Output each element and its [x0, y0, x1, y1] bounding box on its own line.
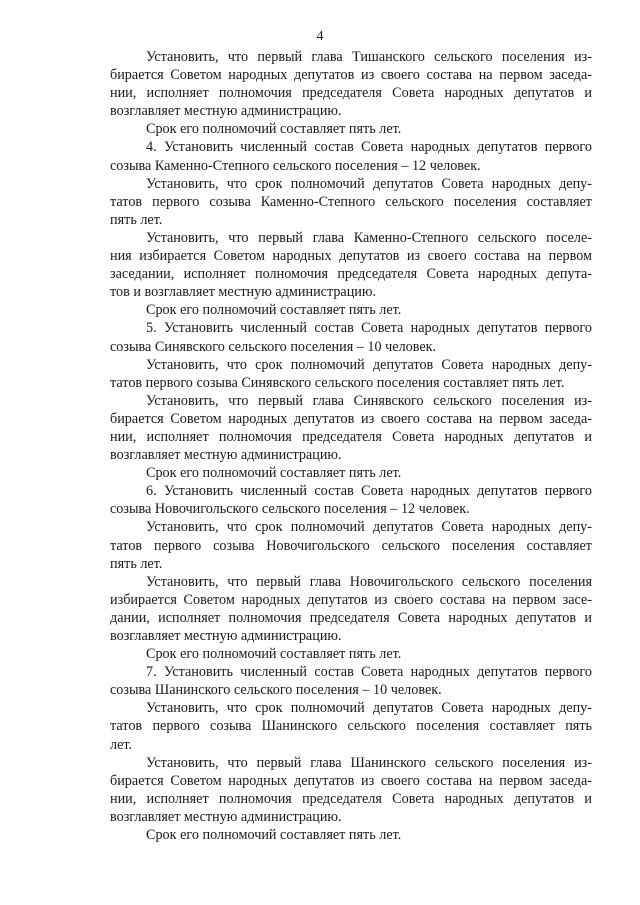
paragraph: [110, 229, 592, 301]
paragraph: [110, 699, 592, 753]
text-line: лет.: [110, 736, 133, 753]
text-line: Срок его полномочий составляет пять лет.: [146, 465, 402, 482]
text-line: Срок его полномочий составляет пять лет.: [146, 827, 402, 844]
text-line: Установить, что первый глава Синявского сельского поселения из-: [146, 392, 592, 409]
text-line: татов первого созыва Каменно-Степного сельского поселения составляет: [110, 193, 592, 210]
text-line: Установить, что срок полномочий депутатов Совета народных депу-: [146, 700, 592, 717]
paragraph: [110, 120, 592, 138]
text-line: тов и возглавляет местную администрацию.: [110, 284, 377, 301]
paragraph: [110, 518, 592, 572]
text-line: бирается Советом народных депутатов из своего состава на первом заседа-: [110, 772, 592, 789]
text-line: Установить, что первый глава Новочигольского сельского поселения: [146, 573, 592, 590]
text-line: возглавляет местную администрацию.: [110, 447, 342, 464]
paragraph: [110, 826, 592, 844]
text-line: нии, исполняет полномочия председателя Совета народных депутатов и: [110, 790, 592, 807]
text-line: возглавляет местную администрацию.: [110, 628, 342, 644]
text-line: избирается Советом народных депутатов из своего состава на первом засе-: [110, 591, 592, 608]
paragraph: [110, 482, 592, 518]
text-line: пять лет.: [110, 211, 163, 228]
text-line: пять лет.: [110, 555, 163, 572]
text-line: Установить, что срок полномочий депутатов Совета народных депу-: [146, 519, 592, 536]
paragraph: [110, 319, 592, 355]
paragraph: [110, 663, 592, 699]
paragraph: [110, 754, 592, 826]
text-line: созыва Шанинского сельского поселения – 10 человек.: [110, 682, 442, 699]
text-line: нии, исполняет полномочия председателя Совета народных депутатов и: [110, 85, 592, 102]
text-line: ния избирается Советом народных депутатов из своего состава на первом: [110, 248, 592, 265]
text-line: созыва Каменно-Степного сельского поселения – 12 человек.: [110, 157, 481, 174]
text-line: 5. Установить численный состав Совета народных депутатов первого: [146, 320, 592, 337]
text-line: Установить, что первый глава Каменно-Степного сельского поселе-: [146, 229, 592, 246]
text-line: бирается Советом народных депутатов из своего состава на первом заседа-: [110, 67, 592, 84]
document-body: [110, 48, 592, 844]
text-line: возглавляет местную администрацию.: [110, 808, 342, 825]
text-line: Срок его полномочий составляет пять лет.: [146, 121, 402, 138]
text-line: Срок его полномочий составляет пять лет.: [146, 302, 402, 319]
paragraph: [110, 175, 592, 229]
text-line: Срок его полномочий составляет пять лет.: [146, 646, 402, 663]
text-line: Установить, что срок полномочий депутатов Совета народных депу-: [146, 356, 592, 373]
paragraph: [110, 138, 592, 174]
paragraph: [110, 356, 592, 392]
text-line: возглавляет местную администрацию.: [110, 103, 342, 120]
paragraph: [110, 645, 592, 663]
text-line: Установить, что срок полномочий депутатов Совета народных депу-: [146, 175, 592, 192]
text-line: татов первого созыва Шанинского сельского поселения составляет пять: [110, 718, 592, 735]
paragraph: [110, 48, 592, 120]
text-line: 4. Установить численный состав Совета народных депутатов первого: [146, 139, 592, 156]
text-line: заседании, исполняет полномочия председателя Совета народных депута-: [110, 266, 592, 283]
text-line: нии, исполняет полномочия председателя Совета народных депутатов и: [110, 428, 592, 445]
text-line: бирается Советом народных депутатов из своего состава на первом заседа-: [110, 410, 592, 427]
page-number: 4: [316, 29, 324, 44]
text-line: татов первого созыва Синявского сельского поселения составляет пять лет.: [110, 374, 565, 391]
paragraph: [110, 464, 592, 482]
text-line: 7. Установить численный состав Совета народных депутатов первого: [146, 664, 592, 681]
text-line: татов первого созыва Новочигольского сельского поселения составляет: [110, 537, 592, 554]
paragraph: [110, 573, 592, 645]
text-line: созыва Новочигольского сельского поселения – 12 человек.: [110, 501, 470, 518]
text-line: Установить, что первый глава Тишанского сельского поселения из-: [146, 49, 592, 65]
text-line: 6. Установить численный состав Совета народных депутатов первого: [146, 483, 592, 500]
text-line: Установить, что первый глава Шанинского сельского поселения из-: [146, 754, 592, 771]
text-line: созыва Синявского сельского поселения – 10 человек.: [110, 338, 437, 355]
paragraph: [110, 301, 592, 319]
paragraph: [110, 392, 592, 464]
text-line: дании, исполняет полномочия председателя Совета народных депутатов и: [110, 609, 592, 626]
